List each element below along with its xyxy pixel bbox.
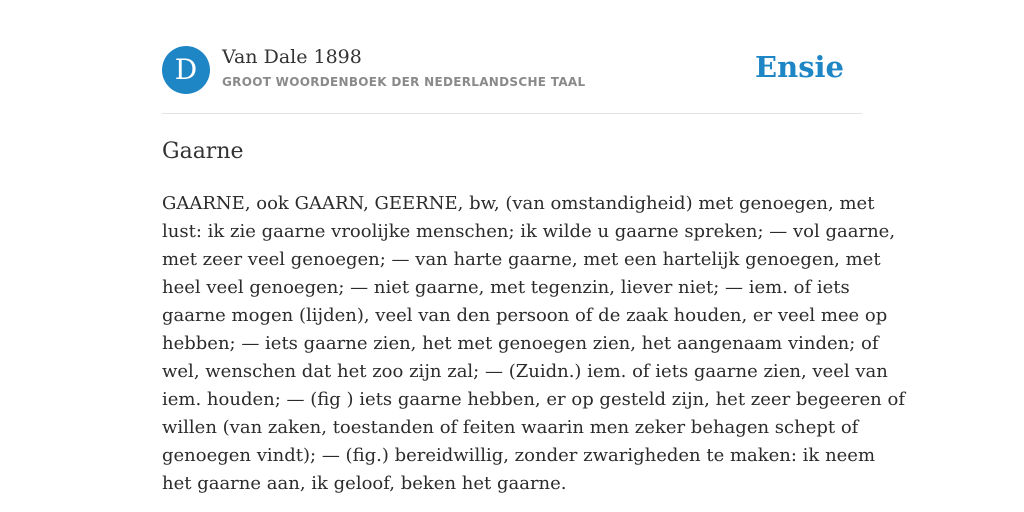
header [162,46,862,96]
brand-logo[interactable]: Ensie [755,50,844,84]
entry-definition [162,190,905,498]
definition-line: hebben; — iets gaarne zien, het met genoegen zien, het aangenaam vinden; of [162,333,879,354]
definition-line: lust: ik zie gaarne vroolijke menschen; ik wilde u gaarne spreken; — vol gaarne, [162,221,896,242]
definition-line: heel veel genoegen; — niet gaarne, met tegenzin, liever niet; — iem. of iets [162,277,850,298]
definition-line: genoegen vindt); — (fig.) bereidwillig, zonder zwarigheden te maken: ik neem [162,445,876,466]
source-logo-icon[interactable]: D [162,46,210,94]
definition-line: het gaarne aan, ik geloof, beken het gaarne. [162,473,567,494]
entry-title: Gaarne [162,139,244,164]
definition-line: met zeer veel genoegen; — van harte gaarne, met een hartelijk genoegen, met [162,249,881,270]
source-title[interactable]: Van Dale 1898 [222,46,362,68]
header-divider [162,113,862,114]
definition-line: gaarne mogen (lijden), veel van den persoon of de zaak houden, er veel mee op [162,305,888,326]
definition-line: iem. houden; — (fig ) iets gaarne hebben, er op gesteld zijn, het zeer begeeren of [162,389,905,410]
definition-line: GAARNE, ook GAARN, GEERNE, bw, (van omstandigheid) met genoegen, met [162,193,875,214]
definition-line: wel, wenschen dat het zoo zijn zal; — (Zuidn.) iem. of iets gaarne zien, veel van [162,361,888,382]
definition-line: willen (van zaken, toestanden of feiten waarin men zeker behagen schept of [162,417,859,438]
source-subtitle: GROOT WOORDENBOEK DER NEDERLANDSCHE TAAL [222,75,586,89]
